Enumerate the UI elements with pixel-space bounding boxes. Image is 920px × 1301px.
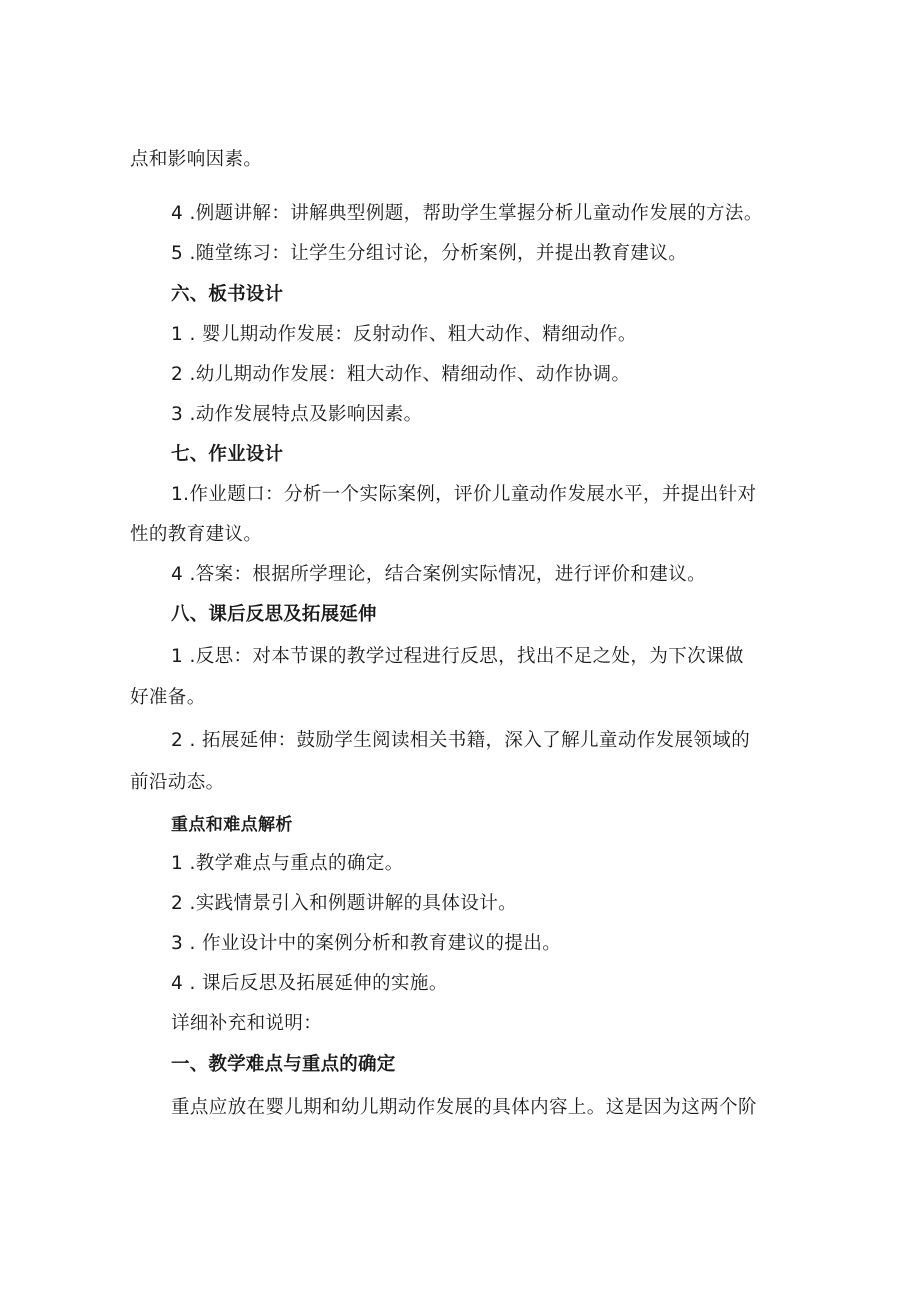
list-item-2-scenario-design: 2 .实践情景引入和例题讲解的具体设计。 [171, 893, 518, 914]
paragraph-line: 重点应放在婴儿期和幼儿期动作发展的具体内容上。这是因为这两个阶 [171, 1097, 757, 1118]
list-item-1-reflection: 1 .反思：对本节课的教学过程进行反思，找出不足之处，为下次课做 [171, 646, 744, 667]
section-heading-blackboard-design: 六、板书设计 [171, 284, 284, 305]
paragraph-line: 点和影响因素。 [130, 149, 263, 170]
list-item-1-homework-question: 1.作业题口：分析一个实际案例，评价儿童动作发展水平，并提出针对 [171, 484, 757, 505]
list-item-2-toddler-motor: 2 .幼儿期动作发展：粗大动作、精细动作、动作协调。 [171, 364, 631, 385]
list-item-4-answer: 4 .答案：根据所学理论，结合案例实际情况，进行评价和建议。 [171, 564, 707, 585]
list-item-1-key-points: 1 .教学难点与重点的确定。 [171, 853, 404, 874]
paragraph-line: 好准备。 [130, 687, 206, 708]
paragraph-supplement-intro: 详细补充和说明： [171, 1013, 323, 1034]
paragraph-line: 性的教育建议。 [130, 524, 263, 545]
section-heading-homework-design: 七、作业设计 [171, 444, 284, 465]
list-item-2-extension: 2 . 拓展延伸：鼓励学生阅读相关书籍，深入了解儿童动作发展领域的 [171, 730, 751, 751]
section-heading-key-difficult-points: 重点和难点解析 [171, 815, 293, 835]
section-heading-difficulty-focus: 一、教学难点与重点的确定 [171, 1054, 396, 1075]
paragraph-line: 前沿动态。 [130, 772, 225, 793]
list-item-3-motor-factors: 3 .动作发展特点及影响因素。 [171, 404, 423, 425]
list-item-5-in-class-practice: 5 .随堂练习：让学生分组讨论，分析案例，并提出教育建议。 [171, 243, 688, 264]
list-item-1-infant-motor: 1 . 婴儿期动作发展：反射动作、粗大动作、精细动作。 [171, 324, 637, 345]
section-heading-reflection-extension: 八、课后反思及拓展延伸 [171, 604, 377, 625]
list-item-4-example-explanation: 4 .例题讲解：讲解典型例题，帮助学生掌握分析儿童动作发展的方法。 [171, 203, 763, 224]
list-item-4-reflection-implementation: 4 . 课后反思及拓展延伸的实施。 [171, 973, 448, 994]
list-item-3-case-analysis: 3 . 作业设计中的案例分析和教育建议的提出。 [171, 933, 562, 954]
